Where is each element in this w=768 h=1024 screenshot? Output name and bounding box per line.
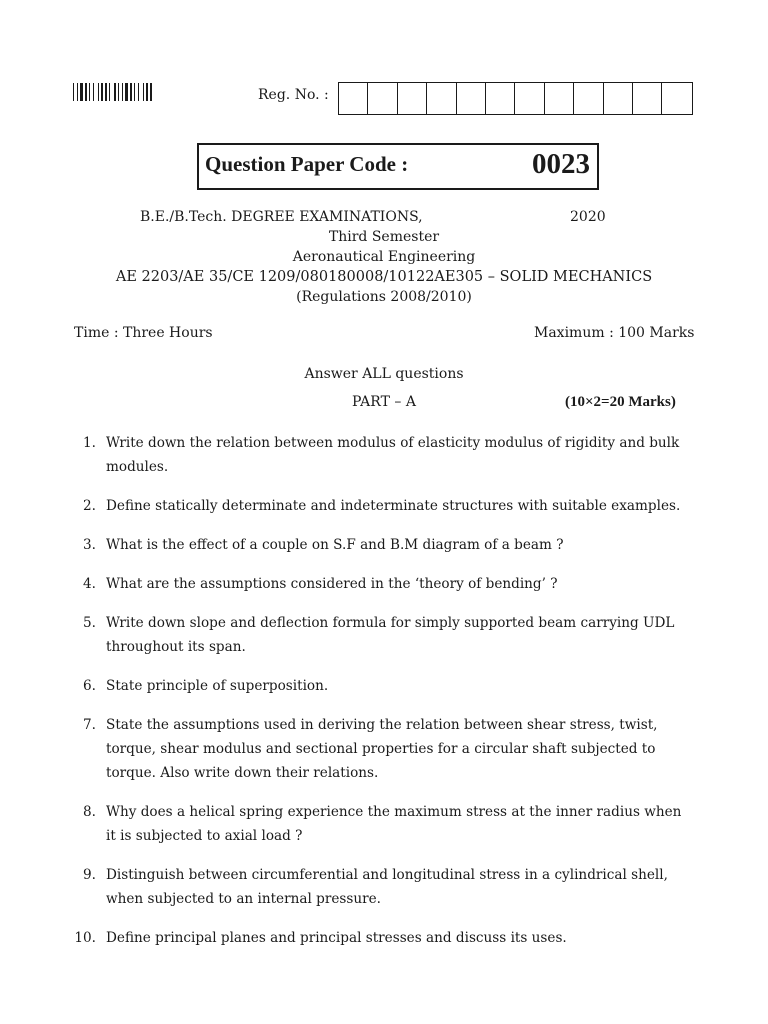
part-marks: (10×2=20 Marks)	[565, 394, 676, 410]
reg-no-digit-box[interactable]	[427, 83, 456, 114]
question-item	[74, 431, 694, 479]
reg-no-digit-box[interactable]	[486, 83, 515, 114]
question-text: Distinguish between circumferential and longitudinal stress in a cylindrical shell, when subjected to an internal pressure.	[106, 867, 668, 907]
reg-no-digit-box[interactable]	[662, 83, 691, 114]
exam-title: B.E./B.Tech. DEGREE EXAMINATIONS,	[140, 209, 423, 225]
reg-no-input[interactable]	[338, 82, 693, 115]
question-number: 3.	[83, 537, 96, 553]
reg-no-digit-box[interactable]	[457, 83, 486, 114]
question-text: Define statically determinate and indeterminate structures with suitable examples.	[106, 498, 681, 514]
barcode-image	[73, 83, 175, 101]
question-item	[74, 533, 694, 557]
reg-no-digit-box[interactable]	[604, 83, 633, 114]
question-item	[74, 926, 694, 950]
question-number: 9.	[83, 867, 96, 883]
question-paper-code-box	[197, 143, 599, 190]
question-text: Define principal planes and principal stresses and discuss its uses.	[106, 930, 567, 946]
question-text: What is the effect of a couple on S.F and B.M diagram of a beam ?	[106, 537, 564, 553]
reg-no-digit-box[interactable]	[574, 83, 603, 114]
reg-no-digit-box[interactable]	[339, 83, 368, 114]
time-text: Time : Three Hours	[74, 325, 213, 341]
question-item	[74, 713, 694, 785]
question-list	[74, 431, 694, 965]
part-title: PART – A	[352, 394, 416, 410]
exam-regulations: (Regulations 2008/2010)	[296, 289, 472, 305]
question-text: State the assumptions used in deriving the relation between shear stress, twist, torque, shear modulus and sectional properties for a circular shaft subjected to torque. Also write down their relations.	[106, 717, 658, 781]
reg-no-digit-box[interactable]	[633, 83, 662, 114]
question-text: What are the assumptions considered in the ‘theory of bending’ ?	[106, 576, 558, 592]
question-number: 6.	[83, 678, 96, 694]
reg-no-digit-box[interactable]	[515, 83, 544, 114]
exam-subject: AE 2203/AE 35/CE 1209/080180008/10122AE305 – SOLID MECHANICS	[115, 269, 653, 285]
exam-branch: Aeronautical Engineering	[292, 249, 476, 265]
question-item	[74, 674, 694, 698]
exam-semester: Third Semester	[328, 229, 440, 245]
question-paper-code-value: 0023	[532, 148, 590, 180]
reg-no-digit-box[interactable]	[545, 83, 574, 114]
question-number: 7.	[83, 717, 96, 733]
exam-year: 2020	[570, 209, 606, 225]
reg-no-digit-box[interactable]	[398, 83, 427, 114]
question-item	[74, 863, 694, 911]
question-item	[74, 800, 694, 848]
instructions-text: Answer ALL questions	[304, 366, 464, 382]
question-text: State principle of superposition.	[106, 678, 329, 694]
question-number: 8.	[83, 804, 96, 820]
question-number: 2.	[83, 498, 96, 514]
question-number: 5.	[83, 615, 96, 631]
question-item	[74, 572, 694, 596]
question-paper-code-label: Question Paper Code :	[205, 152, 409, 176]
question-text: Write down slope and deflection formula for simply supported beam carrying UDL throughout its span.	[106, 615, 675, 655]
max-marks-text: Maximum : 100 Marks	[534, 325, 695, 341]
reg-no-digit-box[interactable]	[368, 83, 397, 114]
reg-no-label: Reg. No. :	[258, 87, 329, 103]
question-text: Write down the relation between modulus of elasticity modulus of rigidity and bulk modules.	[106, 435, 680, 475]
question-item	[74, 611, 694, 659]
question-text: Why does a helical spring experience the maximum stress at the inner radius when it is subjected to axial load ?	[106, 804, 682, 844]
question-item	[74, 494, 694, 518]
question-number: 1.	[83, 435, 96, 451]
question-number: 10.	[74, 930, 96, 946]
question-number: 4.	[83, 576, 96, 592]
